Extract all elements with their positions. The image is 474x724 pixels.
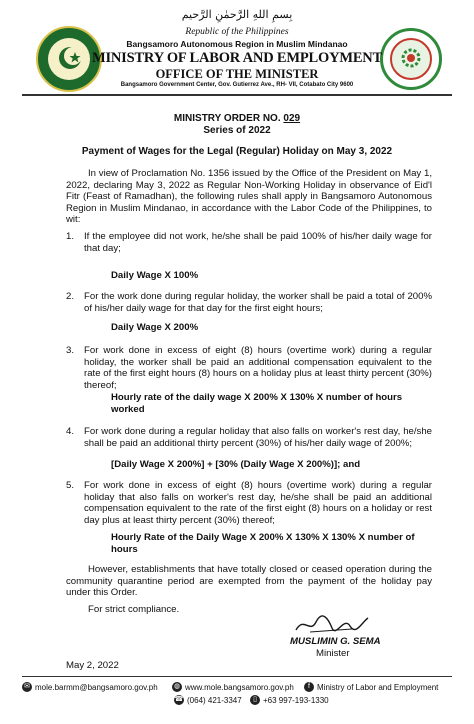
footer-website-text: www.mole.bangsamoro.gov.ph (185, 682, 294, 692)
rule-4-number: 4. (66, 426, 75, 437)
footer-mobile[interactable] (250, 695, 329, 705)
rule-4-formula: [Daily Wage X 200%] + [30% (Daily Wage X 200%)]; and (111, 459, 361, 470)
signatory-title: Minister (316, 648, 350, 659)
document-date: May 2, 2022 (66, 660, 119, 671)
rule-3-text: For work done in excess of eight (8) hours (overtime work) during a regular holiday, the worker shall be paid an additional compensation equivalent to the rate of the first eight hours (8) hours on a holiday plus at least thirty percent (30%) thereof; (84, 345, 432, 391)
footer-email-text: mole.barmm@bangsamoro.gov.ph (35, 682, 158, 692)
ministry-name: MINISTRY OF LABOR AND EMPLOYMENT (91, 50, 383, 66)
rule-1-text: If the employee did not work, he/she shall be paid 100% of his/her daily wage for that day; (84, 231, 432, 254)
order-series: Series of 2022 (203, 125, 271, 136)
rule-3-number: 3. (66, 345, 75, 356)
region-text: Bangsamoro Autonomous Region in Muslim Mindanao (126, 39, 348, 49)
address-text: Bangsamoro Government Center, Gov. Gutierrez Ave., RH- VII, Cotabato City 9600 (120, 82, 354, 88)
mobile-icon: ▯ (250, 695, 260, 705)
rule-2-text: For the work done during regular holiday, the worker shall be paid a total of 200% of his/her daily wage for that day for the first eight hours; (84, 291, 432, 314)
footer-facebook-text: Ministry of Labor and Employment (317, 682, 439, 692)
footer-mobile-text: +63 997-193-1330 (263, 695, 329, 705)
globe-icon: ◍ (173, 683, 181, 690)
signature-icon (292, 612, 372, 638)
rule-1-formula: Daily Wage X 100% (111, 270, 199, 281)
order-number-label: MINISTRY ORDER NO. (173, 113, 281, 124)
rule-5-text: For work done in excess of eight (8) hours (overtime work) during a regular holiday that also falls on worker's rest day, he/she shall be paid an additional compensation equivalent to the rate of the first eight (8) hours on a holiday or rest day plus at least thirty percent (30%) thereof; (84, 480, 432, 526)
rule-1-number: 1. (66, 231, 75, 242)
republic-text: Republic of the Philippines (185, 27, 289, 37)
footer-facebook[interactable] (304, 682, 438, 692)
email-icon: ✉ (22, 682, 32, 692)
rule-5-number: 5. (66, 480, 75, 491)
rule-2-number: 2. (66, 291, 75, 302)
intro-paragraph: In view of Proclamation No. 1356 issued by the Office of the President on May 1, 2022, declaring May 3, 2022 as Regular Non-Working Holiday in observance of Eid'l Fitr (Feast of Ramadhan), the following rules shall apply in Bangsamoro Autonomous Region in Muslim Mindanao, in accordance with the Labor Code of the Philippines, to wit: (66, 168, 432, 225)
exemption-paragraph: However, establishments that have totally closed or ceased operation during the community quarantine period are exempted from the payment of the holiday pay under this Order. (66, 564, 432, 598)
compliance-text: For strict compliance. (88, 604, 180, 615)
footer-landline[interactable] (174, 695, 242, 705)
signatory-name: MUSLIMIN G. SEMA (290, 636, 381, 647)
rule-5-formula: Hourly Rate of the Daily Wage X 200% X 130% X 130% X number of hours (111, 532, 415, 555)
rule-3-formula: Hourly rate of the daily wage X 200% X 130% X number of hours worked (111, 392, 403, 415)
office-name: OFFICE OF THE MINISTER (155, 67, 319, 81)
footer-divider (22, 676, 452, 677)
bismillah-text: بِسمِ اللهِ الرَّحمٰنِ الرَّحيم (181, 8, 293, 21)
facebook-icon: f (304, 682, 314, 692)
header-divider (22, 94, 452, 96)
order-number (0, 113, 474, 124)
footer-website[interactable] (172, 682, 294, 692)
footer-email[interactable] (22, 682, 158, 692)
rule-4-text: For work done during a regular holiday that also falls on worker's rest day, he/she shall be paid an additional thirty percent (30%) of his/her daily wage of 200%; (84, 426, 432, 449)
order-number-value: 029 (283, 113, 301, 124)
phone-icon: ☎ (174, 696, 184, 703)
footer-landline-text: (064) 421-3347 (187, 695, 242, 705)
rule-2-formula: Daily Wage X 200% (111, 322, 199, 333)
order-title: Payment of Wages for the Legal (Regular) Holiday on May 3, 2022 (81, 146, 393, 157)
